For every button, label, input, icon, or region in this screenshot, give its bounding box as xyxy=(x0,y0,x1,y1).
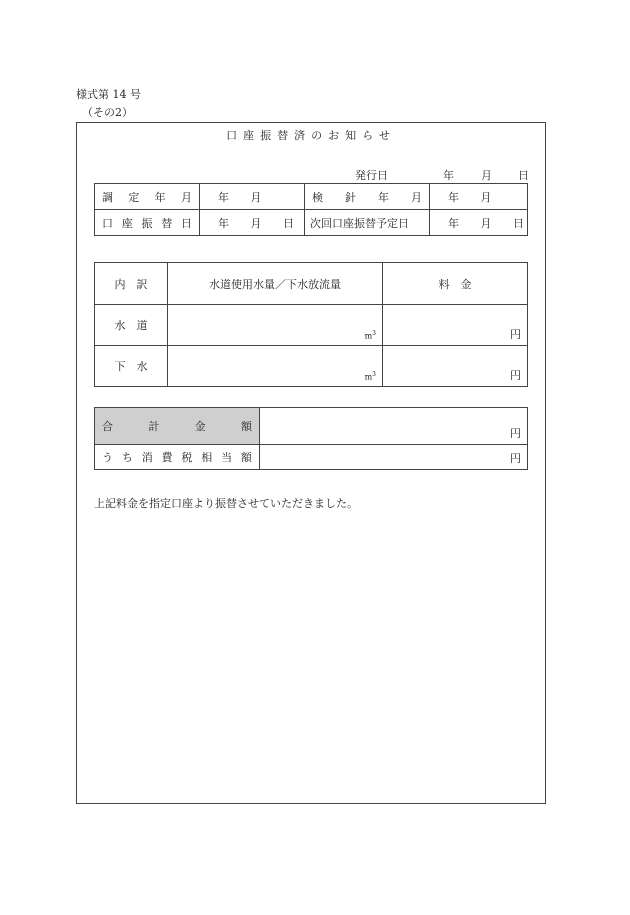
water-volume-cell xyxy=(168,305,383,346)
issue-year: 年 xyxy=(443,169,454,182)
form-sub: （その2） xyxy=(82,106,133,119)
yen-unit: 円 xyxy=(510,427,521,440)
yen-unit: 円 xyxy=(510,452,521,465)
table-row xyxy=(95,263,528,305)
value-transfer-date: 年 月 日 xyxy=(200,210,305,236)
table-row xyxy=(95,184,528,210)
label-transfer-date: 口 座 振 替 日 xyxy=(95,210,200,236)
consumption-tax-cell xyxy=(260,445,528,470)
issue-date-label: 発行日 xyxy=(355,169,388,182)
usage-table xyxy=(94,262,528,387)
header-volume: 水道使用水量／下水放流量 xyxy=(168,263,383,305)
table-row xyxy=(95,445,528,470)
notice-text: 上記料金を指定口座より振替させていただきました。 xyxy=(94,497,358,510)
yen-unit: 円 xyxy=(510,328,521,341)
cubic-meter-unit: $m^3$ xyxy=(364,371,376,382)
header-fee: 料 金 xyxy=(383,263,528,305)
info-table xyxy=(94,183,528,236)
water-fee-cell xyxy=(383,305,528,346)
label-meter-reading-month: 検 針 年 月 xyxy=(305,184,430,210)
value-next-transfer-date: 年 月 日 xyxy=(430,210,528,236)
sewer-volume-cell xyxy=(168,346,383,387)
page-title: 口座振替済のお知らせ xyxy=(226,129,396,142)
label-next-transfer-date: 次回口座振替予定日 xyxy=(305,210,430,236)
sewer-fee-cell xyxy=(383,346,528,387)
yen-unit: 円 xyxy=(510,369,521,382)
label-consumption-tax: う ち 消 費 税 相 当 額 xyxy=(95,445,260,470)
header-breakdown: 内 訳 xyxy=(95,263,168,305)
table-row xyxy=(95,305,528,346)
label-total-amount: 合 計 金 額 xyxy=(95,408,260,445)
issue-day: 日 xyxy=(518,169,529,182)
total-table xyxy=(94,407,528,470)
row-label-water: 水 道 xyxy=(95,305,168,346)
cubic-meter-unit: $m^3$ xyxy=(364,330,376,341)
form-number: 様式第 14 号 xyxy=(76,88,141,101)
value-assessment-month: 年 月 xyxy=(200,184,305,210)
table-row xyxy=(95,210,528,236)
value-meter-reading-month: 年 月 xyxy=(430,184,528,210)
issue-month: 月 xyxy=(481,169,492,182)
total-amount-cell xyxy=(260,408,528,445)
table-row xyxy=(95,408,528,445)
label-assessment-month: 調 定 年 月 xyxy=(95,184,200,210)
row-label-sewer: 下 水 xyxy=(95,346,168,387)
table-row xyxy=(95,346,528,387)
